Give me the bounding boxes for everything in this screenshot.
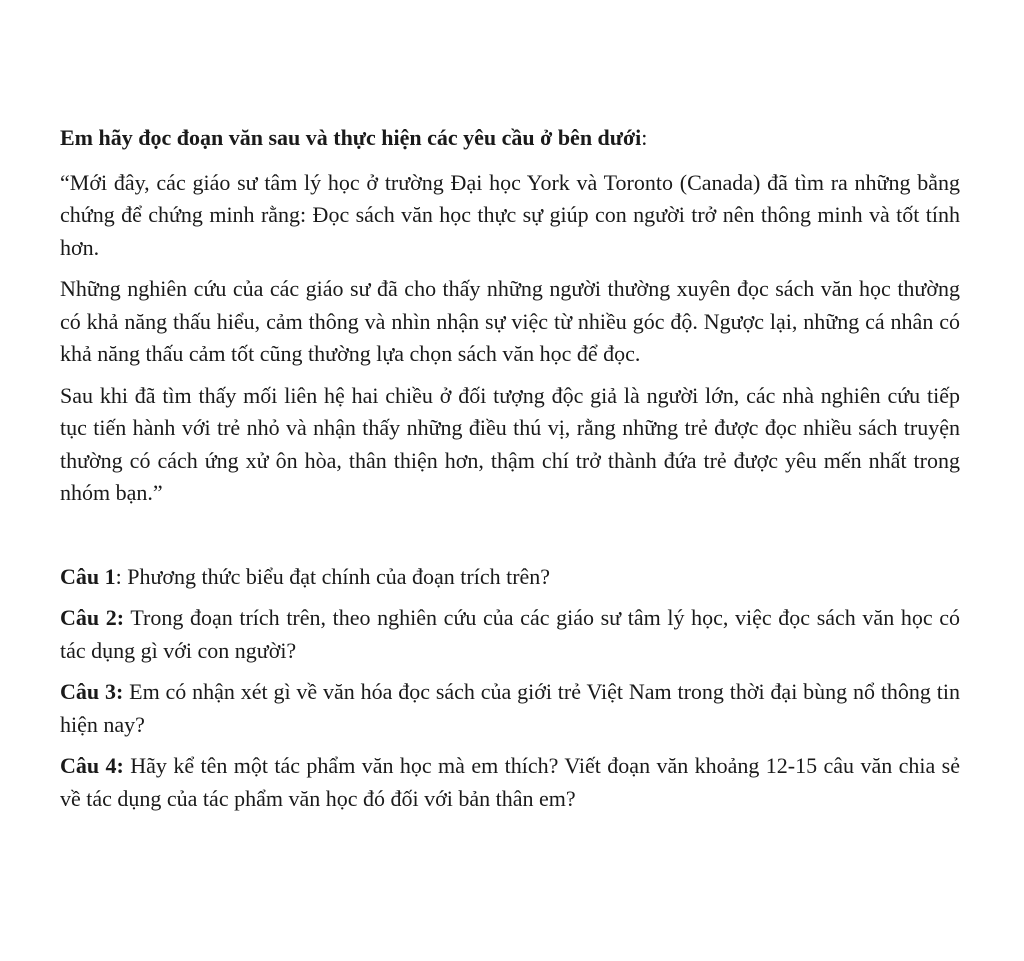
question-1-sep: : <box>115 563 122 589</box>
question-2-text: Trong đoạn trích trên, theo nghiên cứu của các giáo sư tâm lý học, việc đọc sách văn học có tác dụng gì với con người? <box>60 605 960 663</box>
question-2-label: Câu 2: <box>60 605 125 630</box>
document-page <box>60 122 960 824</box>
question-4 <box>60 750 960 815</box>
passage-paragraph-3: Sau khi đã tìm thấy mối liên hệ hai chiều ở đối tượng độc giả là người lớn, các nhà nghiên cứu tiếp tục tiến hành với trẻ nhỏ và nhận thấy những điều thú vị, rằng những trẻ được đọc nhiều sách truyện thường có cách ứng xử ôn hòa, thân thiện hơn, thậm chí trở thành đứa trẻ được yêu mến nhất trong nhóm bạn.” <box>60 382 960 505</box>
question-4-text: Hãy kể tên một tác phẩm văn học mà em thích? Viết đoạn văn khoảng 12-15 câu văn chia sẻ về tác dụng của tác phẩm văn học đó đối với bản thân em? <box>60 753 960 811</box>
question-1 <box>60 561 960 594</box>
question-3-text: Em có nhận xét gì về văn hóa đọc sách của giới trẻ Việt Nam trong thời đại bùng nổ thông tin hiện nay? <box>60 679 960 737</box>
instruction-text: Em hãy đọc đoạn văn sau và thực hiện các yêu cầu ở bên dưới <box>60 125 642 150</box>
passage-paragraph-1: “Mới đây, các giáo sư tâm lý học ở trường Đại học York và Toronto (Canada) đã tìm ra những bằng chứng để chứng minh rằng: Đọc sách văn học thực sự giúp con người trở nên thông minh và tốt tính hơn. <box>60 169 960 260</box>
question-1-label: Câu 1 <box>60 563 116 589</box>
question-2 <box>60 602 960 667</box>
section-spacer <box>60 519 960 561</box>
instruction-heading <box>60 122 960 155</box>
passage-paragraph-2: Những nghiên cứu của các giáo sư đã cho thấy những người thường xuyên đọc sách văn học thường có khả năng thấu hiểu, cảm thông và nhìn nhận sự việc từ nhiều góc độ. Ngược lại, những cá nhân có khả năng thấu cảm tốt cũng thường lựa chọn sách văn học để đọc. <box>60 276 960 366</box>
question-4-label: Câu 4: <box>60 753 124 778</box>
question-1-text: Phương thức biểu đạt chính của đoạn trích trên? <box>121 563 551 589</box>
question-3 <box>60 676 960 741</box>
question-3-label: Câu 3: <box>60 679 124 704</box>
instruction-colon: : <box>641 125 648 150</box>
